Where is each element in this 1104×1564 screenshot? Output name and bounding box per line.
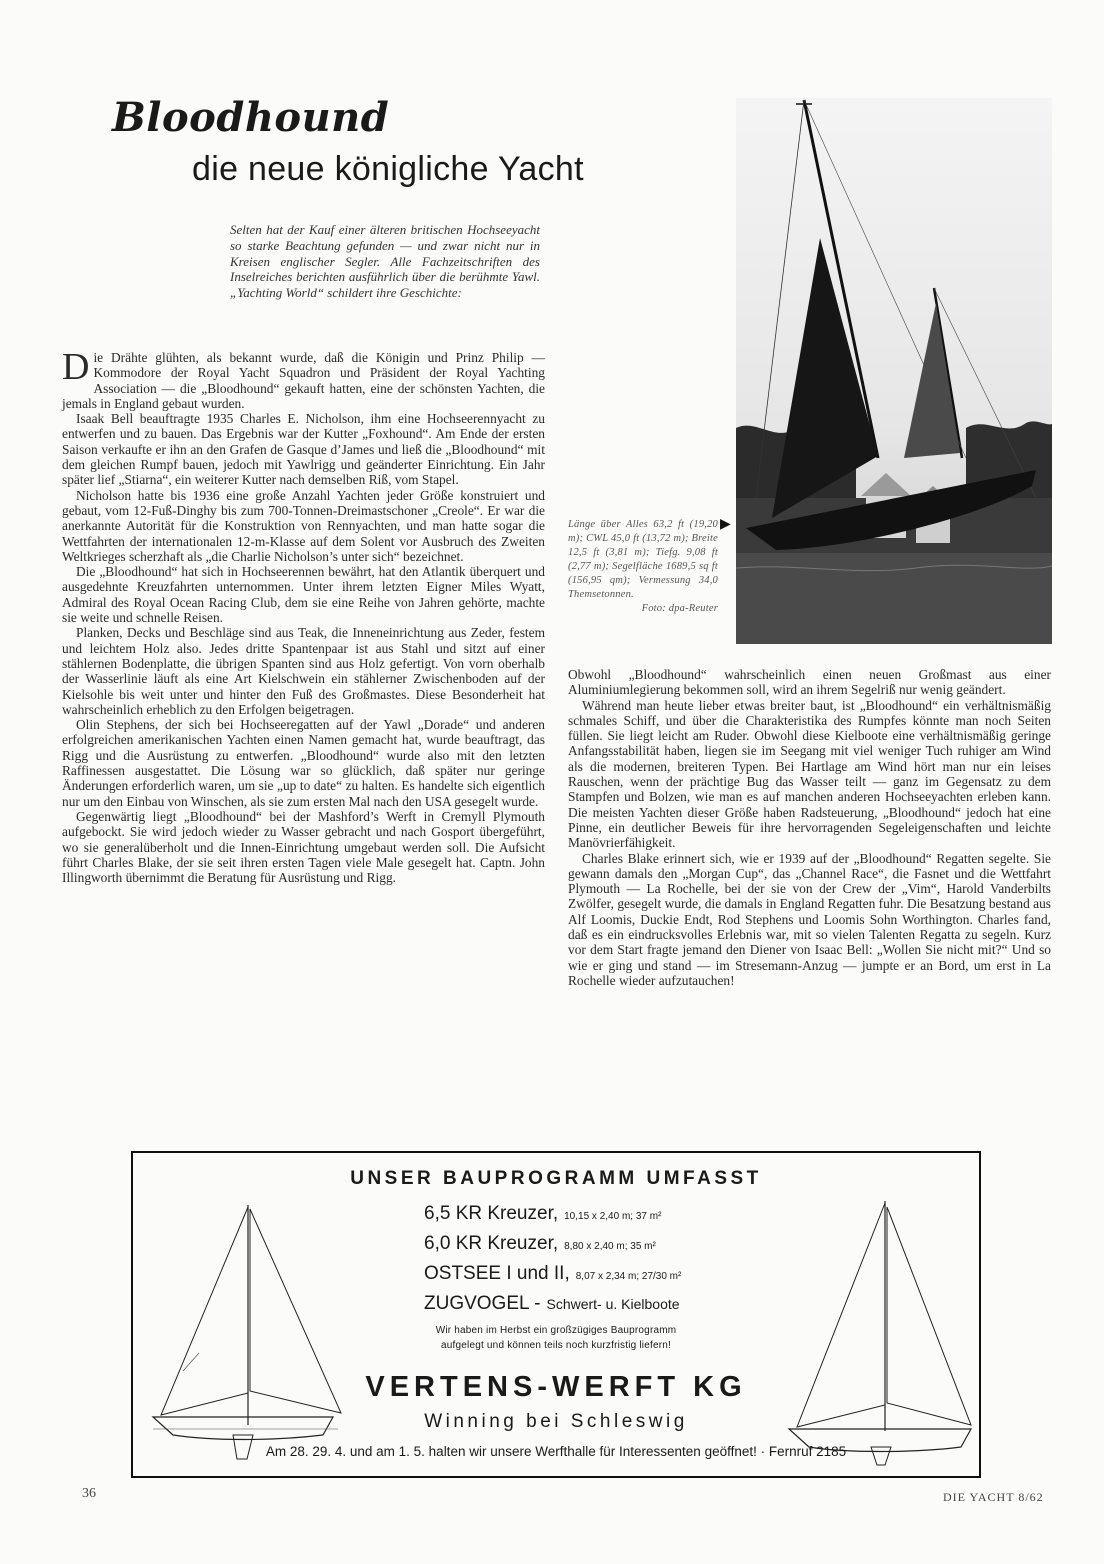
paragraph: Die Drähte glühten, als bekannt wurde, daß die Königin und Prinz Philip — Kommodore der Royal Yacht Squadron und Präsident der Royal Yachting Association — die „Bloodhound“ gekauft hatten, eine der schönsten Yachten, die jemals in England gebaut wurden.	[62, 346, 545, 411]
caption-text: Länge über Alles 63,2 ft (19,20 m); CWL 45,0 ft (13,72 m); Breite 12,5 ft (3,81 m); Tiefg. 9,08 ft (2,77 m); Segelfläche 1689,5 sq ft (156,95 qm); Vermessung 34,0 Themsetonnen.	[568, 519, 718, 600]
photo-caption	[568, 518, 718, 616]
photo-credit: Foto: dpa-Reuter	[641, 603, 718, 614]
list-item: 6,0 KR Kreuzer, 8,80 x 2,40 m; 35 m²	[424, 1233, 656, 1254]
page-number: 36	[82, 1486, 96, 1501]
paragraph: Während man heute lieber etwas breiter baut, ist „Bloodhound“ ein verhältnismäßig schmales Schiff, und über die Charakteristika des Rumpfes könnte man noch Seiten füllen. Sie liegt leicht am Ruder. Obwohl diese Kielboote eine verhältnismäßig geringe Anfangsstabilität haben, liegen sie im Seegang mit viel weniger Tuch ruhiger am Wind als die modernen, breiteren Typen. Bei Hartlage am Wind hört man nur ein leises Rauschen, wenn der prächtige Bug das Wasser teilt — ganz im Gegensatz zu dem Stampfen und Bolzen, wie man es auf manchen anderen Hochseeyachten erleben kann. Die meisten Yachten dieser Größe haben Radsteuerung, „Bloodhound“ jedoch hat eine Pinne, ein deutlicher Beweis für ihre hervorragenden Segeleigenschaften und leichte Manövrierfähigkeit.	[568, 697, 1051, 851]
ad-note: Wir haben im Herbst ein großzügiges Bauprogramm aufgelegt und können teils noch kurzfristig liefern!	[435, 1325, 677, 1351]
ad-heading: UNSER BAUPROGRAMM UMFASST	[350, 1168, 762, 1189]
paragraph: Nicholson hatte bis 1936 eine große Anzahl Yachten jeder Größe konstruiert und gebaut, vom 12-Fuß-Dinghy bis zum 700-Tonnen-Dreimastschoner „Creole“. Er war die anerkannte Autorität für die Konstruktion von Rennyachten, und man hatte sogar die Wettfahrten der internationalen 12-m-Klasse auf dem Solent vor Ausbruch des Zweiten Weltkrieges scherzhaft als „die Charlie Nicholson’s unter sich“ bezeichnet.	[62, 487, 545, 564]
paragraph: Isaak Bell beauftragte 1935 Charles E. Nicholson, ihm eine Hochseerennyacht zu entwerfen und zu bauen. Das Ergebnis war der Kutter „Foxhound“. Am Ende der ersten Saison verkaufte er ihn an den Grafen de Gasque d’James und ließ die „Bloodhound“ mit dem gleichen Rumpf bauen, jedoch mit Yawlrigg und geänderter Einrichtung. Ein Jahr später lief „Stiarna“, ein weiterer Kutter nach demselben Riß, vom Stapel.	[62, 411, 545, 488]
list-item: ZUGVOGEL - Schwert- u. Kielboote	[424, 1293, 680, 1314]
paragraph: Obwohl „Bloodhound“ wahrscheinlich einen neuen Großmast aus einer Aluminiumlegierung bekommen soll, wird an ihrem Segelriß nur wenig geändert.	[568, 667, 1051, 698]
article-column-left	[62, 346, 545, 886]
paragraph: Die „Bloodhound“ hat sich in Hochseerennen bewährt, hat den Atlantik überquert und ausgedehnte Kreuzfahrten unternommen. Unter ihrem letzten Eigner Miles Wyatt, Admiral des Royal Ocean Racing Club, dem sie eine Reihe von Jahren gehörte, machte sie weite und schnelle Reisen.	[62, 564, 545, 626]
advertisement-box	[131, 1151, 981, 1478]
yacht-photo	[736, 98, 1052, 644]
caption-arrow-icon: ▶	[720, 517, 731, 532]
paragraph: Gegenwärtig liegt „Bloodhound“ bei der Mashford’s Werft in Cremyll Plymouth aufgebockt. Sie wird jedoch wieder zu Wasser gebracht und nach Gosport übergeführt, wo sie generalüberholt und die Innen-Einrichtung umgebaut werden soll. Die Aufsicht führt Charles Blake, der sie seit ihren ersten Tagen viele Male gesegelt hat. Captn. John Illingworth übernimmt die Beratung für Ausrüstung und Rigg.	[62, 808, 545, 886]
paragraph: Charles Blake erinnert sich, wie er 1939 auf der „Bloodhound“ Regatten segelte. Sie gewann damals den „Morgan Cup“, das „Channel Race“, die Fasnet und die Wettfahrt Plymouth — La Rochelle, bei der sie von der Crew der „Vim“, Harold Vanderbilts Zwölfer, gesegelt wurde, die damals in England Regatten fuhr. Die Besatzung bestand aus Alf Loomis, Duckie Endt, Rod Stephens und Loomis Sohn Worthington. Charles fand, daß es ein eindrucksvolles Erlebnis war, mit so vielen Talenten Regatta zu segeln. Kurz vor dem Start fragte jemand den Diener von Isaac Bell: „Wollen Sie nicht mit?“ Und so wie er ging und stand — im Stresemann-Anzug — jumpte er an Bord, um erst in La Rochelle wieder aufzutauchen!	[568, 850, 1051, 988]
ad-program-list	[424, 1203, 744, 1323]
paragraph: Planken, Decks und Beschläge sind aus Teak, die Inneneinrichtung aus Zeder, festem und leichtem Holz also. Jedes dritte Spantenpaar ist aus Stahl und sitzt auf einer stählernen Bodenplatte, die übrigen Spanten sind aus Holz gefertigt. Von vorn oberhalb der Wasserlinie läuft als eine Art Kielschwein ein stählerner Zwischenboden auf der Kielsohle bis weit unter und hinter den Fuß des Großmastes. Diese Besonderheit hat wahrscheinlich erheblich zu den Erfolgen beigetragen.	[62, 625, 545, 717]
magazine-folio: DIE YACHT 8/62	[943, 1490, 1044, 1504]
list-item: OSTSEE I und II, 8,07 x 2,34 m; 27/30 m²	[424, 1263, 682, 1284]
drop-cap: D	[62, 346, 90, 388]
list-item: 6,5 KR Kreuzer, 10,15 x 2,40 m; 37 m²	[424, 1203, 662, 1224]
company-name: VERTENS-WERFT KG	[365, 1371, 747, 1403]
article-subtitle: die neue königliche Yacht	[192, 150, 584, 188]
paragraph: Olin Stephens, der sich bei Hochseeregatten auf der Yawl „Dorade“ und anderen erfolgreichen amerikanischen Yachten einen Namen gemacht hat, wurde beauftragt, das Rigg und die Ausrüstung zu entwerfen. „Bloodhound“ wurde also mit den letzten Raffinessen ausgestattet. Die Lösung war so glücklich, daß später nur geringe Änderungen erforderlich waren, um sie „up to date“ zu halten. Es handelte sich eigentlich nur um den Einbau von Winschen, als sie zum ersten Mal nach den USA gesegelt wurde.	[62, 717, 545, 809]
sailboat-sketch-right-icon	[785, 1199, 975, 1469]
article-title: Bloodhound	[112, 94, 390, 141]
article-column-right	[568, 667, 1051, 988]
company-location: Winning bei Schleswig	[424, 1411, 688, 1432]
article-lead: Selten hat der Kauf einer älteren britischen Hochseeyacht so starke Beachtung gefunden — und zwar nicht nur in Kreisen englischer Segler. Alle Fachzeitschriften des Inselreiches berichten ausführlich über die berühmte Yawl. „Yachting World“ schildert ihre Geschichte:	[230, 222, 540, 301]
ad-footer: Am 28. 29. 4. und am 1. 5. halten wir unsere Werfthalle für Interessenten geöffnet! · Fernruf 2185	[265, 1444, 847, 1459]
